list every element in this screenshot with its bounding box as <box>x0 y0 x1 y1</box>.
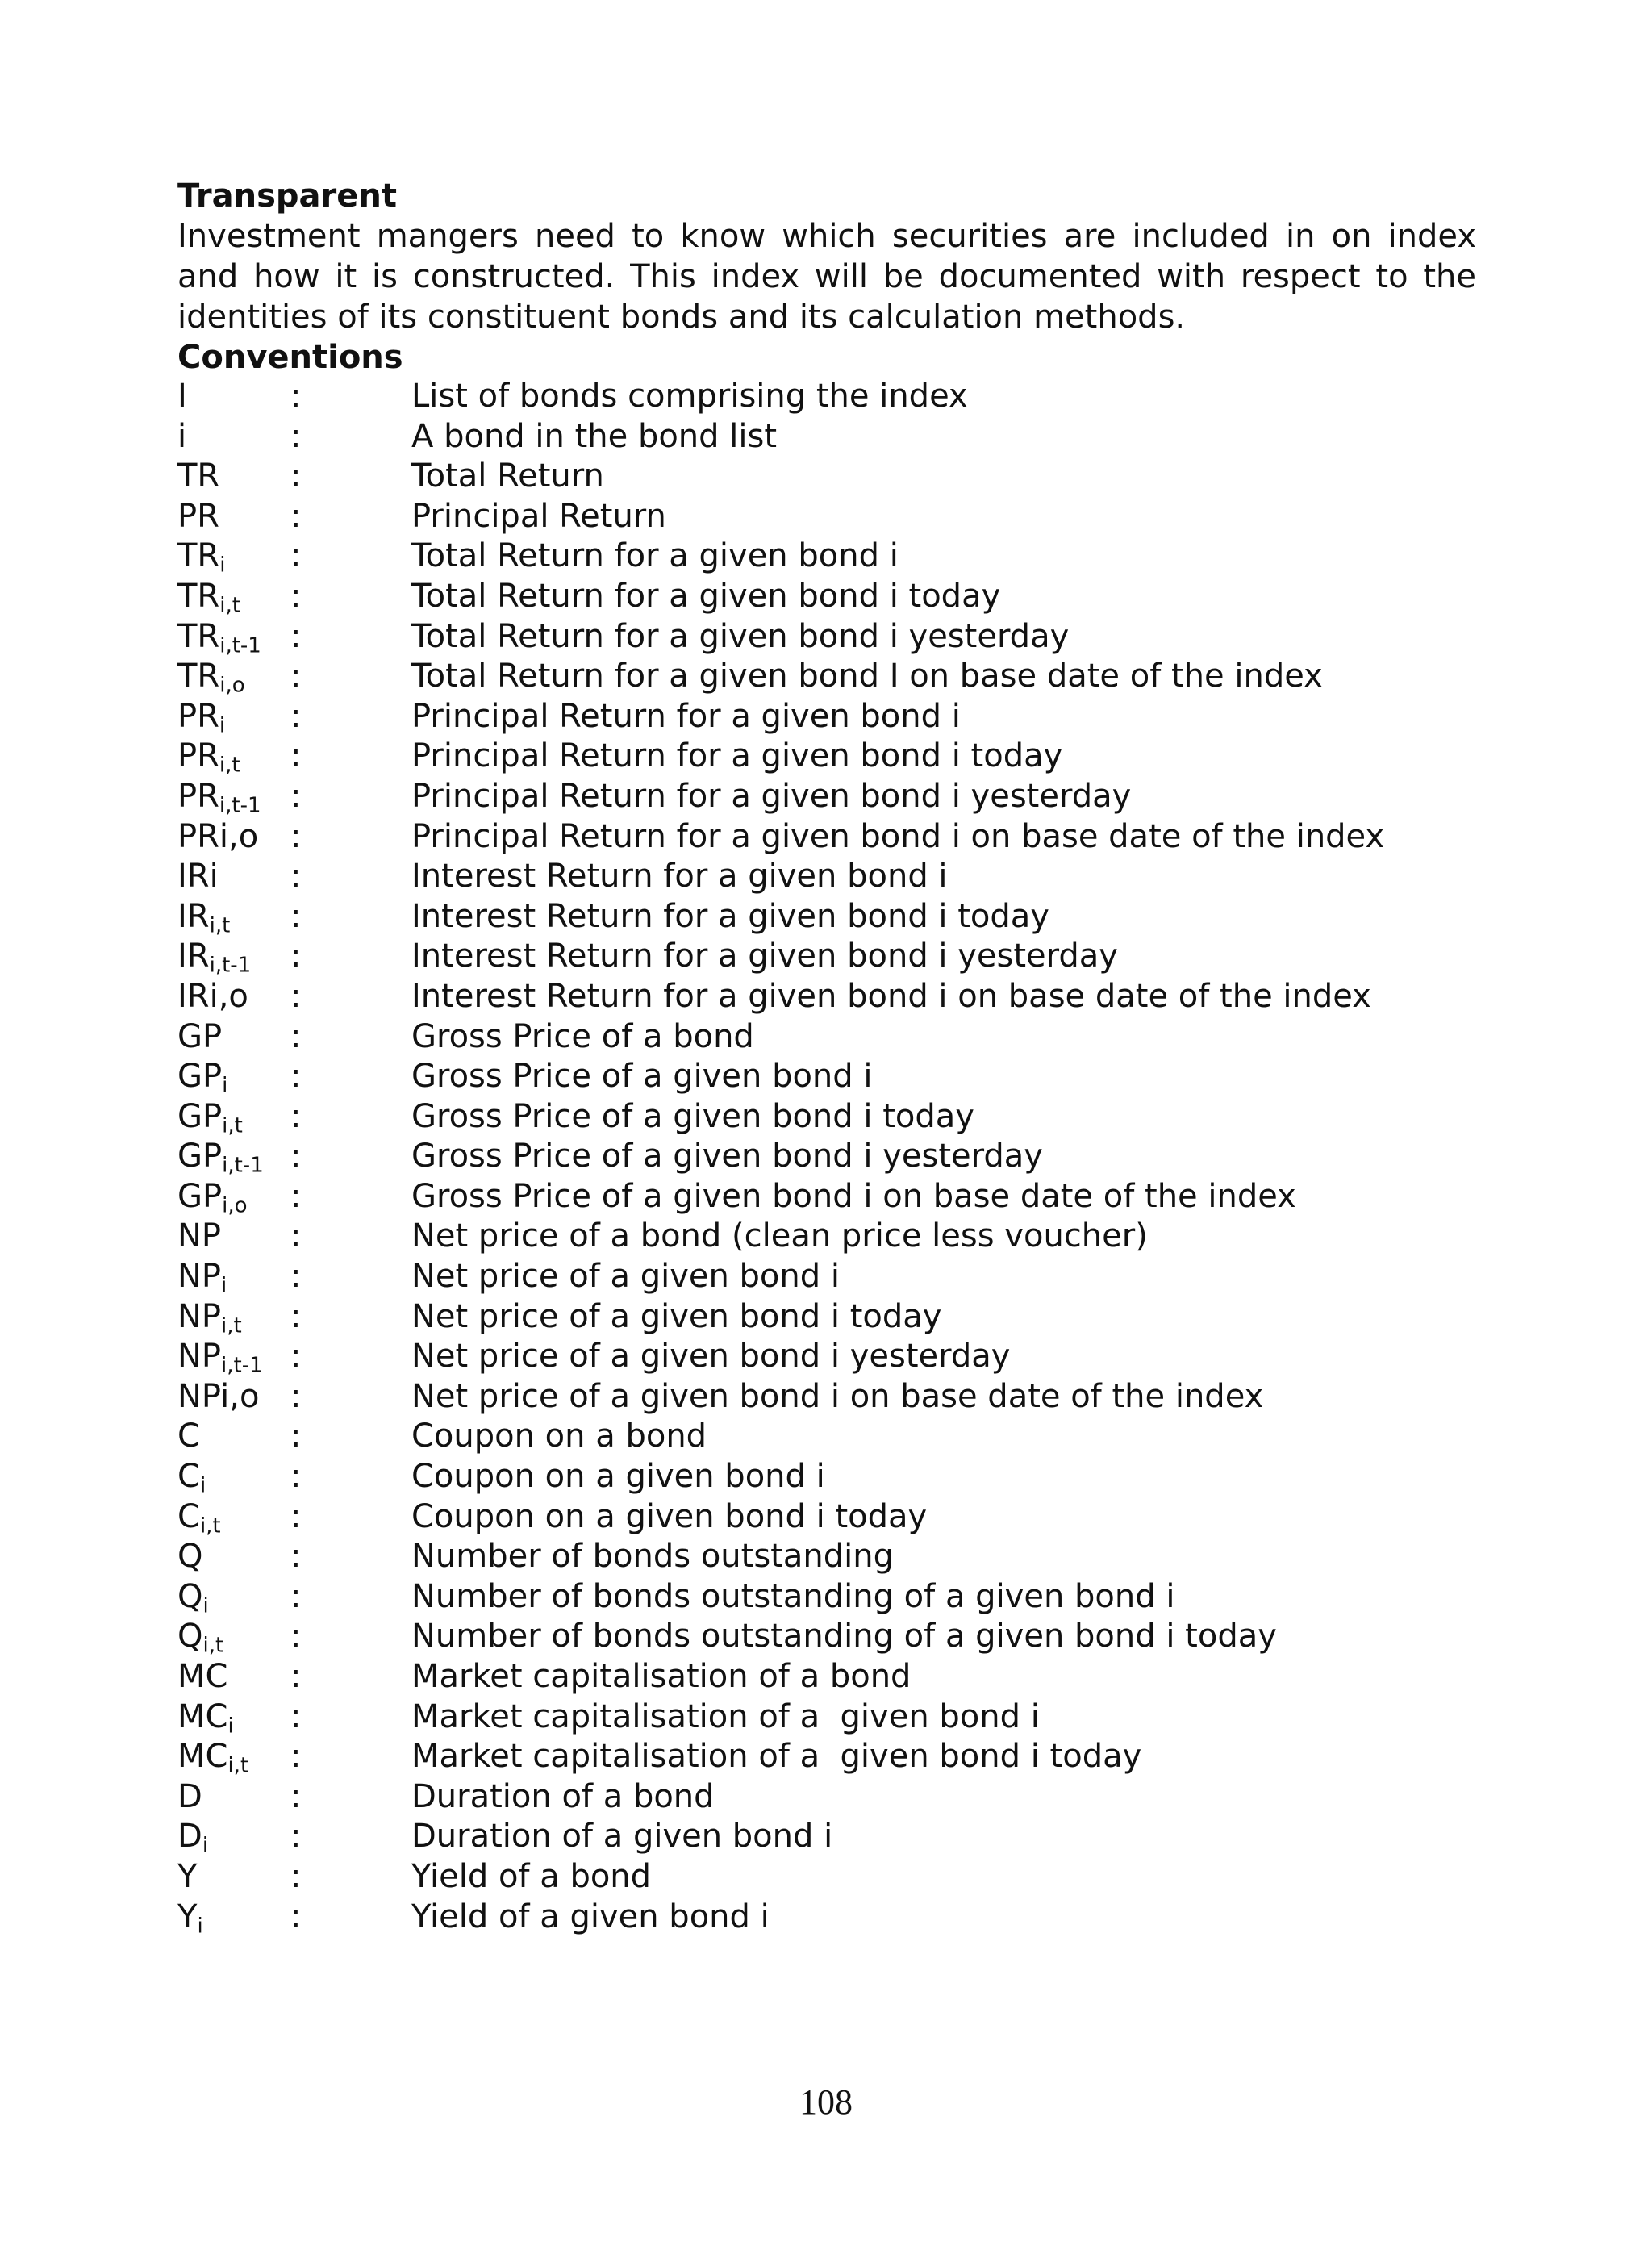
convention-row <box>177 1098 1476 1138</box>
convention-row <box>177 578 1476 618</box>
convention-symbol-base: TR <box>177 617 220 655</box>
convention-symbol <box>177 1618 290 1658</box>
convention-symbol <box>177 737 290 778</box>
convention-separator: : <box>290 1338 302 1376</box>
convention-symbol-base: MC <box>177 1697 228 1735</box>
convention-symbol-subscript: i,t-1 <box>221 1353 263 1378</box>
convention-symbol <box>177 658 290 698</box>
convention-row <box>177 1858 1476 1898</box>
convention-description: Market capitalisation of a bond <box>411 1658 912 1695</box>
convention-row <box>177 1338 1476 1378</box>
convention-symbol <box>177 1858 290 1895</box>
convention-row <box>177 818 1476 858</box>
convention-symbol-base: GP <box>177 1138 223 1175</box>
convention-symbol-base: Q <box>177 1618 203 1655</box>
convention-symbol <box>177 378 290 415</box>
convention-row <box>177 978 1476 1018</box>
convention-separator: : <box>290 658 302 695</box>
convention-symbol <box>177 978 290 1015</box>
convention-symbol <box>177 1698 290 1739</box>
convention-description: Gross Price of a given bond i yesterday <box>411 1138 1043 1175</box>
convention-separator: : <box>290 617 302 655</box>
convention-row <box>177 898 1476 938</box>
convention-row <box>177 1778 1476 1818</box>
convention-symbol-base: GP <box>177 1017 223 1055</box>
convention-symbol-base: PR <box>177 697 219 735</box>
convention-symbol <box>177 1378 290 1415</box>
convention-symbol-base: GP <box>177 1097 223 1135</box>
convention-symbol <box>177 498 290 535</box>
convention-symbol-base: Y <box>177 1857 198 1895</box>
convention-symbol <box>177 937 290 978</box>
convention-description: Yield of a bond <box>411 1857 652 1895</box>
convention-row <box>177 1538 1476 1578</box>
convention-symbol-subscript: i <box>202 1593 209 1618</box>
convention-symbol-subscript: i,t <box>202 1633 224 1658</box>
convention-description: Interest Return for a given bond i today <box>411 897 1049 935</box>
convention-separator: : <box>290 977 302 1015</box>
convention-symbol-base: PR <box>177 777 219 815</box>
convention-description: Gross Price of a bond <box>411 1017 754 1055</box>
convention-symbol-base: MC <box>177 1738 228 1776</box>
convention-symbol-base: Q <box>177 1577 203 1615</box>
convention-symbol-base: NPi,o <box>177 1377 260 1415</box>
convention-separator: : <box>290 1297 302 1335</box>
convention-separator: : <box>290 1417 302 1455</box>
convention-description: Total Return for a given bond i <box>411 537 899 575</box>
convention-separator: : <box>290 897 302 935</box>
convention-symbol-subscript: i,t-1 <box>219 793 261 818</box>
convention-symbol-subscript: i <box>197 1914 203 1939</box>
convention-separator: : <box>290 1138 302 1175</box>
convention-description: Market capitalisation of a given bond i today <box>411 1738 1142 1776</box>
convention-description: Coupon on a bond <box>411 1417 707 1455</box>
convention-symbol <box>177 1778 290 1815</box>
document-body <box>177 176 1476 1938</box>
convention-separator: : <box>290 1618 302 1655</box>
convention-symbol-subscript: i <box>219 553 226 578</box>
convention-symbol <box>177 1898 290 1939</box>
convention-description: Duration of a given bond i <box>411 1818 833 1856</box>
convention-description: Principal Return for a given bond i on base date of the index <box>411 817 1385 855</box>
convention-description: Number of bonds outstanding <box>411 1538 894 1576</box>
convention-description: Principal Return for a given bond i today <box>411 737 1063 775</box>
convention-symbol <box>177 1018 290 1055</box>
transparent-paragraph: Investment mangers need to know which securities are included in on index and how it is constructed. This index will be documented with respect to the identities of its constituent bonds and its calculation methods. <box>177 218 1476 336</box>
convention-separator: : <box>290 1577 302 1615</box>
convention-symbol-subscript: i <box>202 1833 209 1858</box>
convention-separator: : <box>290 737 302 775</box>
convention-description: Market capitalisation of a given bond i <box>411 1697 1040 1735</box>
convention-symbol <box>177 1818 290 1858</box>
convention-symbol-base: PR <box>177 737 219 775</box>
convention-description: Gross Price of a given bond i <box>411 1058 873 1096</box>
convention-row <box>177 1018 1476 1058</box>
convention-separator: : <box>290 697 302 735</box>
convention-row <box>177 1178 1476 1218</box>
convention-separator: : <box>290 378 302 415</box>
convention-symbol <box>177 1338 290 1378</box>
convention-row <box>177 418 1476 458</box>
convention-symbol <box>177 537 290 578</box>
convention-row <box>177 1498 1476 1539</box>
convention-symbol-subscript: i,t <box>221 1313 242 1338</box>
convention-description: Total Return for a given bond I on base date of the index <box>411 658 1323 695</box>
convention-description: Total Return for a given bond i today <box>411 577 1001 615</box>
convention-symbol-subscript: i,t <box>219 753 240 778</box>
convention-separator: : <box>290 577 302 615</box>
convention-symbol <box>177 858 290 895</box>
convention-separator: : <box>290 1258 302 1296</box>
convention-description: Net price of a given bond i today <box>411 1297 942 1335</box>
convention-symbol-subscript: i,t-1 <box>209 953 252 978</box>
convention-symbol-base: TR <box>177 577 220 615</box>
convention-symbol-base: C <box>177 1497 200 1535</box>
convention-symbol <box>177 898 290 938</box>
convention-symbol <box>177 1138 290 1178</box>
convention-symbol-subscript: i <box>222 1073 228 1098</box>
convention-row <box>177 1818 1476 1858</box>
convention-separator: : <box>290 1377 302 1415</box>
convention-symbol <box>177 818 290 855</box>
convention-symbol <box>177 778 290 818</box>
convention-symbol <box>177 1098 290 1138</box>
convention-row <box>177 618 1476 658</box>
convention-symbol-subscript: i <box>219 713 226 738</box>
convention-symbol-base: Y <box>177 1898 198 1935</box>
convention-symbol-base: D <box>177 1818 202 1856</box>
convention-symbol-subscript: i,o <box>219 673 245 698</box>
convention-description: Coupon on a given bond i <box>411 1458 825 1496</box>
convention-separator: : <box>290 1177 302 1215</box>
convention-separator: : <box>290 1538 302 1576</box>
convention-row <box>177 1738 1476 1778</box>
convention-row <box>177 858 1476 898</box>
convention-separator: : <box>290 937 302 975</box>
page-number: 108 <box>799 2082 853 2122</box>
convention-description: Total Return <box>411 457 604 495</box>
convention-description: Net price of a bond (clean price less voucher) <box>411 1217 1148 1255</box>
convention-separator: : <box>290 497 302 535</box>
convention-row <box>177 778 1476 818</box>
convention-separator: : <box>290 1217 302 1255</box>
convention-symbol-base: GP <box>177 1058 223 1096</box>
convention-symbol-subscript: i <box>199 1473 206 1498</box>
convention-description: Yield of a given bond i <box>411 1898 770 1935</box>
convention-symbol-subscript: i,t <box>222 1113 243 1138</box>
convention-row <box>177 1658 1476 1698</box>
convention-symbol <box>177 1498 290 1539</box>
convention-symbol-base: IR <box>177 897 210 935</box>
convention-description: Net price of a given bond i yesterday <box>411 1338 1011 1376</box>
convention-row <box>177 457 1476 498</box>
convention-separator: : <box>290 1697 302 1735</box>
convention-symbol <box>177 1458 290 1498</box>
convention-description: Principal Return <box>411 497 666 535</box>
convention-symbol <box>177 1298 290 1338</box>
convention-symbol-base: NP <box>177 1338 222 1376</box>
convention-separator: : <box>290 1818 302 1856</box>
convention-description: Number of bonds outstanding of a given bond i today <box>411 1618 1277 1655</box>
convention-row <box>177 1578 1476 1618</box>
convention-description: Interest Return for a given bond i on base date of the index <box>411 977 1371 1015</box>
convention-separator: : <box>290 1857 302 1895</box>
convention-separator: : <box>290 1898 302 1935</box>
section-heading-transparent: Transparent <box>177 177 397 215</box>
convention-row <box>177 1417 1476 1458</box>
convention-symbol-base: MC <box>177 1658 228 1695</box>
convention-separator: : <box>290 1738 302 1776</box>
convention-separator: : <box>290 1658 302 1695</box>
convention-symbol-subscript: i,o <box>222 1193 248 1218</box>
convention-description: Net price of a given bond i on base date of the index <box>411 1377 1264 1415</box>
convention-symbol-subscript: i,t <box>227 1753 249 1778</box>
convention-symbol <box>177 1178 290 1218</box>
convention-row <box>177 1298 1476 1338</box>
convention-row <box>177 1698 1476 1739</box>
convention-separator: : <box>290 1058 302 1096</box>
convention-description: Total Return for a given bond i yesterday <box>411 617 1070 655</box>
convention-separator: : <box>290 1497 302 1535</box>
convention-separator: : <box>290 1777 302 1815</box>
convention-symbol-subscript: i,t <box>219 593 240 618</box>
convention-description: Gross Price of a given bond i today <box>411 1097 974 1135</box>
convention-description: Principal Return for a given bond i yesterday <box>411 777 1132 815</box>
convention-row <box>177 1618 1476 1658</box>
convention-separator: : <box>290 1097 302 1135</box>
convention-symbol-base: C <box>177 1417 200 1455</box>
convention-symbol-base: GP <box>177 1177 223 1215</box>
convention-description: Principal Return for a given bond i <box>411 697 961 735</box>
convention-symbol <box>177 1258 290 1298</box>
convention-symbol-subscript: i,t <box>199 1513 221 1539</box>
convention-symbol <box>177 418 290 455</box>
convention-row <box>177 1378 1476 1418</box>
convention-symbol <box>177 1417 290 1455</box>
convention-row <box>177 498 1476 538</box>
convention-symbol <box>177 1738 290 1778</box>
convention-symbol-base: IRi <box>177 858 219 896</box>
convention-symbol-subscript: i <box>221 1273 227 1298</box>
convention-separator: : <box>290 537 302 575</box>
convention-separator: : <box>290 1458 302 1496</box>
convention-symbol-base: NP <box>177 1217 222 1255</box>
convention-separator: : <box>290 417 302 455</box>
convention-row <box>177 658 1476 698</box>
convention-description: Interest Return for a given bond i <box>411 858 948 896</box>
convention-symbol-base: i <box>177 417 187 455</box>
convention-symbol <box>177 618 290 658</box>
convention-symbol-base: D <box>177 1777 202 1815</box>
convention-symbol-base: IR <box>177 937 210 975</box>
convention-symbol <box>177 1658 290 1695</box>
convention-row <box>177 537 1476 578</box>
convention-symbol-subscript: i,t-1 <box>222 1153 264 1178</box>
convention-description: Coupon on a given bond i today <box>411 1497 928 1535</box>
convention-symbol-base: TR <box>177 537 220 575</box>
convention-row <box>177 1217 1476 1258</box>
convention-symbol-base: NP <box>177 1258 222 1296</box>
convention-separator: : <box>290 817 302 855</box>
convention-separator: : <box>290 457 302 495</box>
convention-description: Duration of a bond <box>411 1777 715 1815</box>
convention-symbol <box>177 698 290 738</box>
convention-row <box>177 1138 1476 1178</box>
convention-symbol-subscript: i <box>227 1714 234 1739</box>
convention-symbol-base: NP <box>177 1297 222 1335</box>
convention-symbol <box>177 457 290 495</box>
convention-symbol-base: IRi,o <box>177 977 248 1015</box>
convention-row <box>177 1058 1476 1098</box>
convention-symbol-base: PRi,o <box>177 817 259 855</box>
convention-separator: : <box>290 858 302 896</box>
convention-symbol-subscript: i,t-1 <box>219 633 261 658</box>
convention-description: Number of bonds outstanding of a given bond i <box>411 1577 1175 1615</box>
convention-row <box>177 1898 1476 1939</box>
convention-symbol-base: TR <box>177 457 220 495</box>
convention-symbol <box>177 1578 290 1618</box>
convention-description: Net price of a given bond i <box>411 1258 840 1296</box>
convention-description: A bond in the bond list <box>411 417 778 455</box>
convention-symbol <box>177 1538 290 1575</box>
convention-row <box>177 698 1476 738</box>
convention-symbol <box>177 1217 290 1255</box>
convention-symbol-base: TR <box>177 658 220 695</box>
section-heading-conventions: Conventions <box>177 339 403 376</box>
convention-row <box>177 1458 1476 1498</box>
convention-description: List of bonds comprising the index <box>411 378 968 415</box>
conventions-list <box>177 378 1476 1938</box>
convention-row <box>177 737 1476 778</box>
convention-row <box>177 937 1476 978</box>
convention-symbol-base: PR <box>177 497 219 535</box>
convention-separator: : <box>290 777 302 815</box>
convention-symbol-subscript: i,t <box>209 913 231 938</box>
convention-row <box>177 1258 1476 1298</box>
convention-description: Interest Return for a given bond i yesterday <box>411 937 1118 975</box>
convention-row <box>177 378 1476 418</box>
convention-symbol-base: I <box>177 378 187 415</box>
convention-description: Gross Price of a given bond i on base date of the index <box>411 1177 1296 1215</box>
convention-symbol-base: C <box>177 1458 200 1496</box>
convention-separator: : <box>290 1017 302 1055</box>
convention-symbol <box>177 1058 290 1098</box>
convention-symbol <box>177 578 290 618</box>
convention-symbol-base: Q <box>177 1538 203 1576</box>
